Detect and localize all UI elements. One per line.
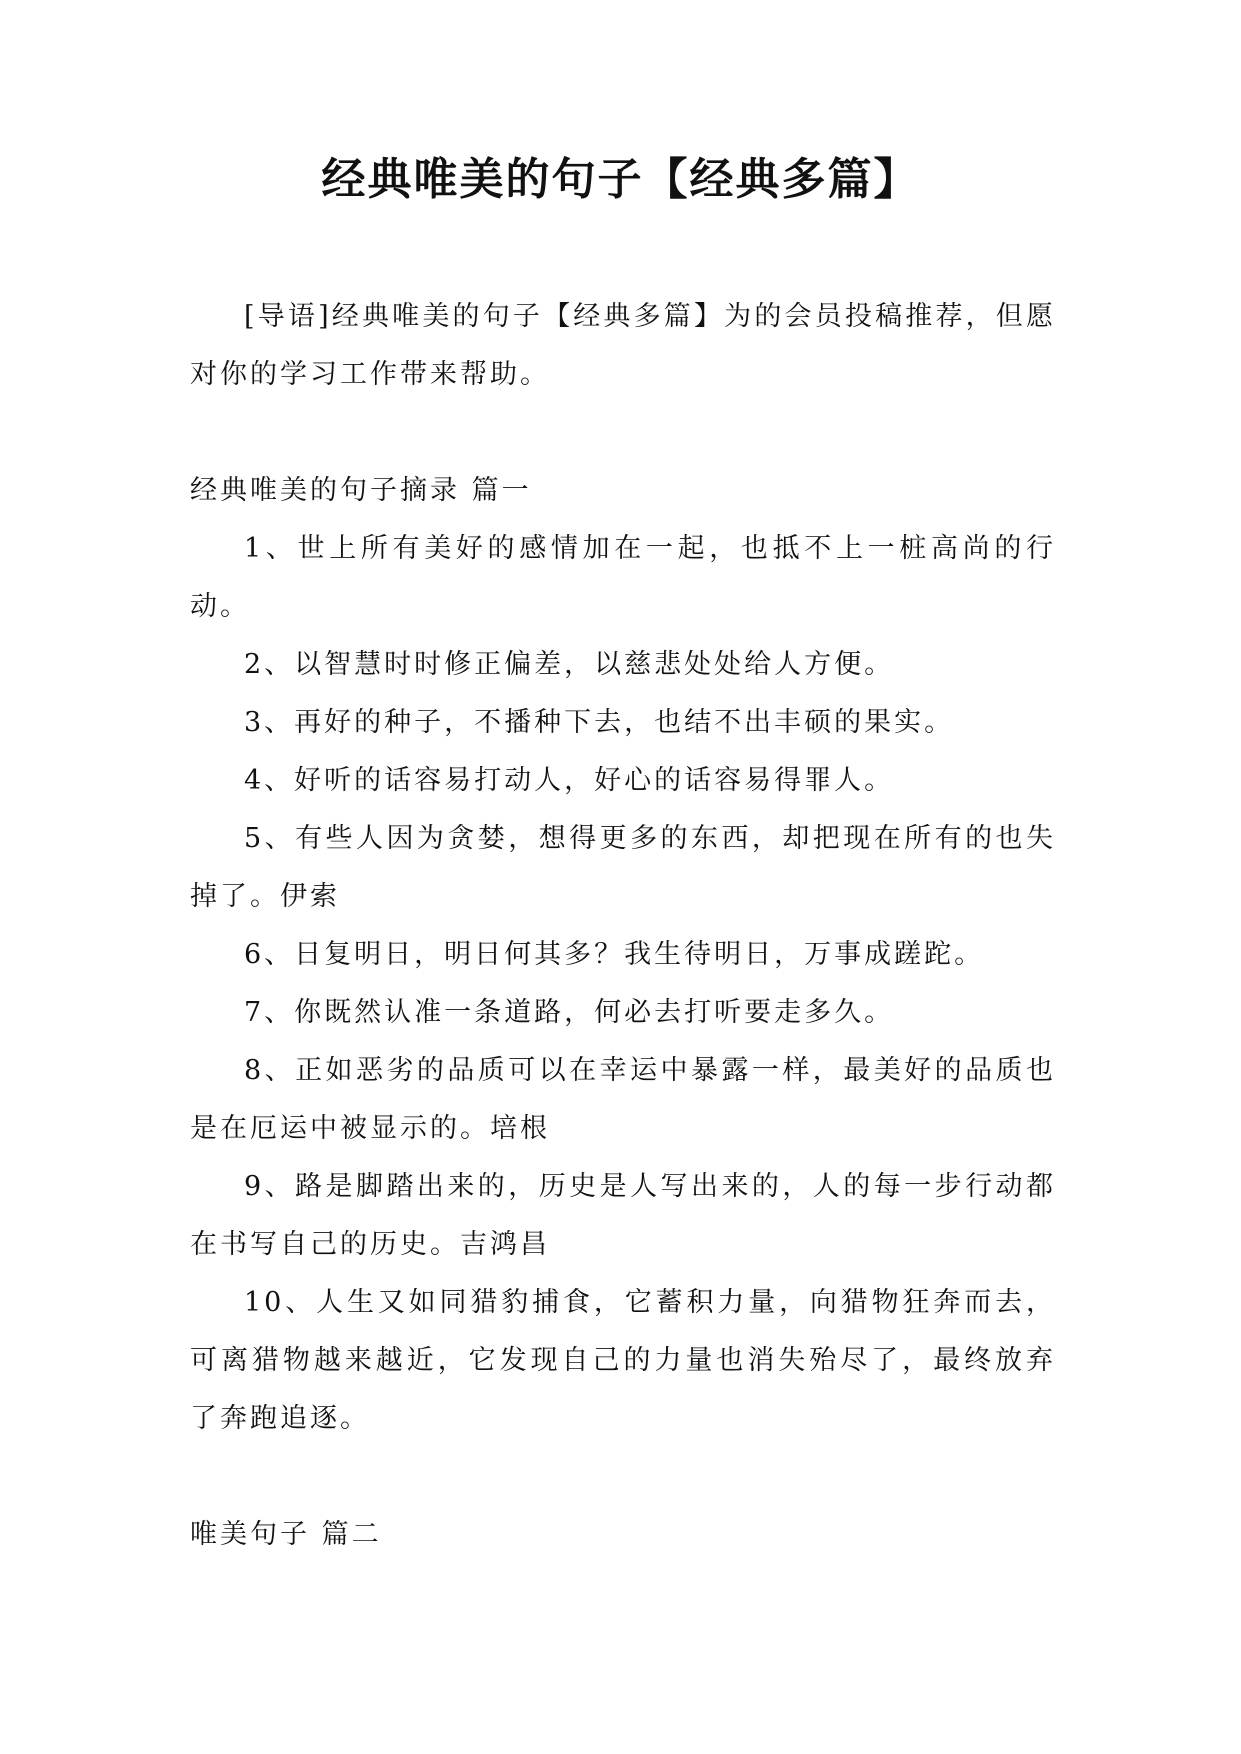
list-item: 3、再好的种子，不播种下去，也结不出丰硕的果实。 — [244, 707, 955, 738]
list-item: 10、人生又如同猎豹捕食，它蓄积力量，向猎物狂奔而去，可离猎物越来越近，它发现自己的力量也消失殆尽了，最终放弃了奔跑追逐。 — [190, 1287, 1056, 1434]
list-item: 4、好听的话容易打动人，好心的话容易得罪人。 — [244, 765, 895, 796]
section-heading-2: 唯美句子 篇二 — [190, 1519, 382, 1550]
list-item: 9、路是脚踏出来的，历史是人写出来的，人的每一步行动都在书写自己的历史。吉鸿昌 — [190, 1171, 1056, 1260]
list-item: 5、有些人因为贪婪，想得更多的东西，却把现在所有的也失掉了。伊索 — [190, 823, 1056, 912]
section-heading-1: 经典唯美的句子摘录 篇一 — [190, 475, 532, 506]
page-title: 经典唯美的句子【经典多篇】 — [321, 154, 920, 205]
document-body — [190, 288, 1056, 1564]
list-item: 8、正如恶劣的品质可以在幸运中暴露一样，最美好的品质也是在厄运中被显示的。培根 — [190, 1055, 1056, 1144]
list-item: 2、以智慧时时修正偏差，以慈悲处处给人方便。 — [244, 649, 895, 680]
list-item: 6、日复明日，明日何其多？我生待明日，万事成蹉跎。 — [244, 939, 985, 970]
list-item: 1、世上所有美好的感情加在一起，也抵不上一桩高尚的行动。 — [190, 533, 1056, 622]
intro-paragraph: [导语]经典唯美的句子【经典多篇】为的会员投稿推荐，但愿对你的学习工作带来帮助。 — [190, 301, 1056, 390]
list-item: 7、你既然认准一条道路，何必去打听要走多久。 — [244, 997, 895, 1028]
